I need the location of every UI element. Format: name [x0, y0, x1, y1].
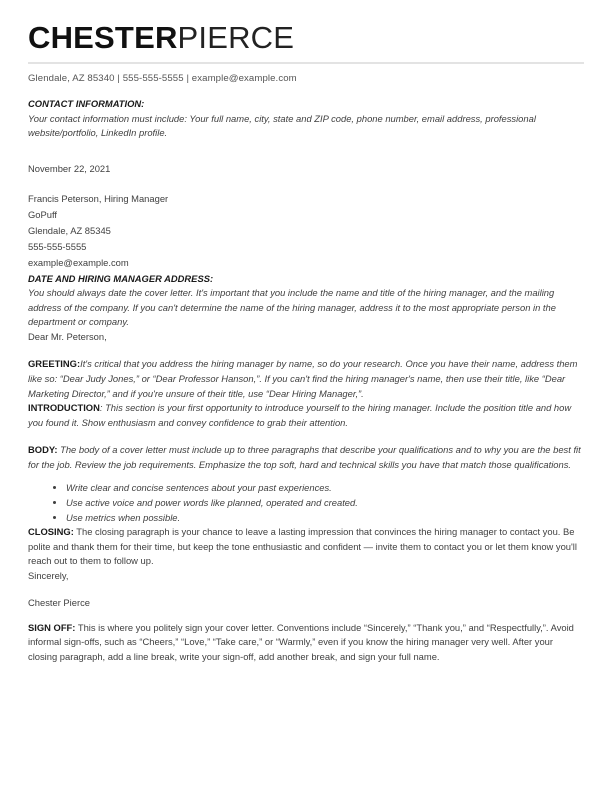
body-bullet-list [28, 480, 584, 526]
header-contact-line: Glendale, AZ 85340 | 555-555-5555 | example@example.com [28, 73, 297, 84]
first-name: CHESTER [28, 20, 178, 55]
signature-name: Chester Pierce [28, 596, 91, 608]
greeting-text: It's critical that you address the hiring manager by name, so do your research. Once you have their name, address them like so: “Dear Judy Jones,” or “Dear Professor Hanson,”. If you can't find the hiring manager's name, then use their title, like “Dear Marketing Director,” and if you're unsure of their title, use “Dear Hiring Manager,”. [28, 358, 578, 399]
contact-information-text: Your contact information must include: Your full name, city, state and ZIP code, phone number, email address, professional website/portfolio, LinkedIn profile. [28, 112, 536, 139]
greeting-label: GREETING: [28, 358, 81, 370]
date-address-text: You should always date the cover letter. It's important that you include the name and title of the hiring manager, and the mailing address of the company. If you can't determine the name of the hiring manager, address it to the most appropriate person in the department or company. [28, 287, 556, 328]
closing-label: CLOSING: [28, 526, 74, 538]
page-title [28, 0, 584, 53]
recipient-line: 555-555-5555 [28, 241, 87, 253]
closing-sincerely: Sincerely, [28, 569, 69, 581]
section-greeting [28, 357, 584, 401]
section-body [28, 443, 584, 472]
introduction-text: : This section is your first opportunity to introduce yourself to the hiring manager. Include the position title and how you found it. Show enthusiasm and convey confidence to grab their attention. [28, 402, 572, 428]
closing-text: The closing paragraph is your chance to leave a lasting impression that convinces the hiring manager to contact you. Be polite and thank them for their time, but keep the tone enthusiastic and confident — invite them to contact you or let them know you'll reach out to them to follow up. [28, 526, 577, 567]
recipient-address [28, 191, 584, 272]
recipient-line: Francis Peterson, Hiring Manager [28, 192, 169, 204]
list-item: • Use active voice and power words like planned, operated and created. [66, 495, 584, 510]
contact-information-label: CONTACT INFORMATION: [28, 98, 145, 109]
section-closing [28, 525, 584, 583]
sign-off-text: This is where you politely sign your cover letter. Conventions include “Sincerely,” “Thank you,” and “Respectfully,”. Avoid informal sign-offs, such as “Cheers,” “Love,” “Take care,” or “Warmly,” even if you know the hiring manager very well. After your closing paragraph, add a line break, write your sign-off, add another break, and sign your full name. [28, 621, 574, 662]
section-sign-off [28, 621, 584, 665]
introduction-label: INTRODUCTION [28, 402, 100, 414]
salutation: Dear Mr. Peterson, [28, 330, 107, 342]
recipient-line: example@example.com [28, 257, 129, 269]
recipient-line: GoPuff [28, 208, 58, 220]
header-divider [28, 62, 584, 64]
sign-off-label: SIGN OFF: [28, 621, 76, 633]
section-contact-information [28, 97, 584, 141]
last-name: PIERCE [177, 20, 295, 55]
list-item: • Write clear and concise sentences about your past experiences. [66, 480, 584, 495]
recipient-line: Glendale, AZ 85345 [28, 225, 111, 237]
body-text: The body of a cover letter must include up to three paragraphs that describe your qualifications and to why you are the best fit for the job. Review the job requirements. Emphasize the top soft, hard and technical skills you have that match those qualifications. [28, 444, 581, 470]
letter-date: November 22, 2021 [28, 162, 111, 174]
list-item: • Use metrics when possible. [66, 510, 584, 525]
date-address-label: DATE AND HIRING MANAGER ADDRESS: [28, 272, 214, 284]
section-introduction [28, 401, 584, 430]
body-label: BODY: [28, 444, 58, 456]
section-date-address [28, 272, 584, 345]
